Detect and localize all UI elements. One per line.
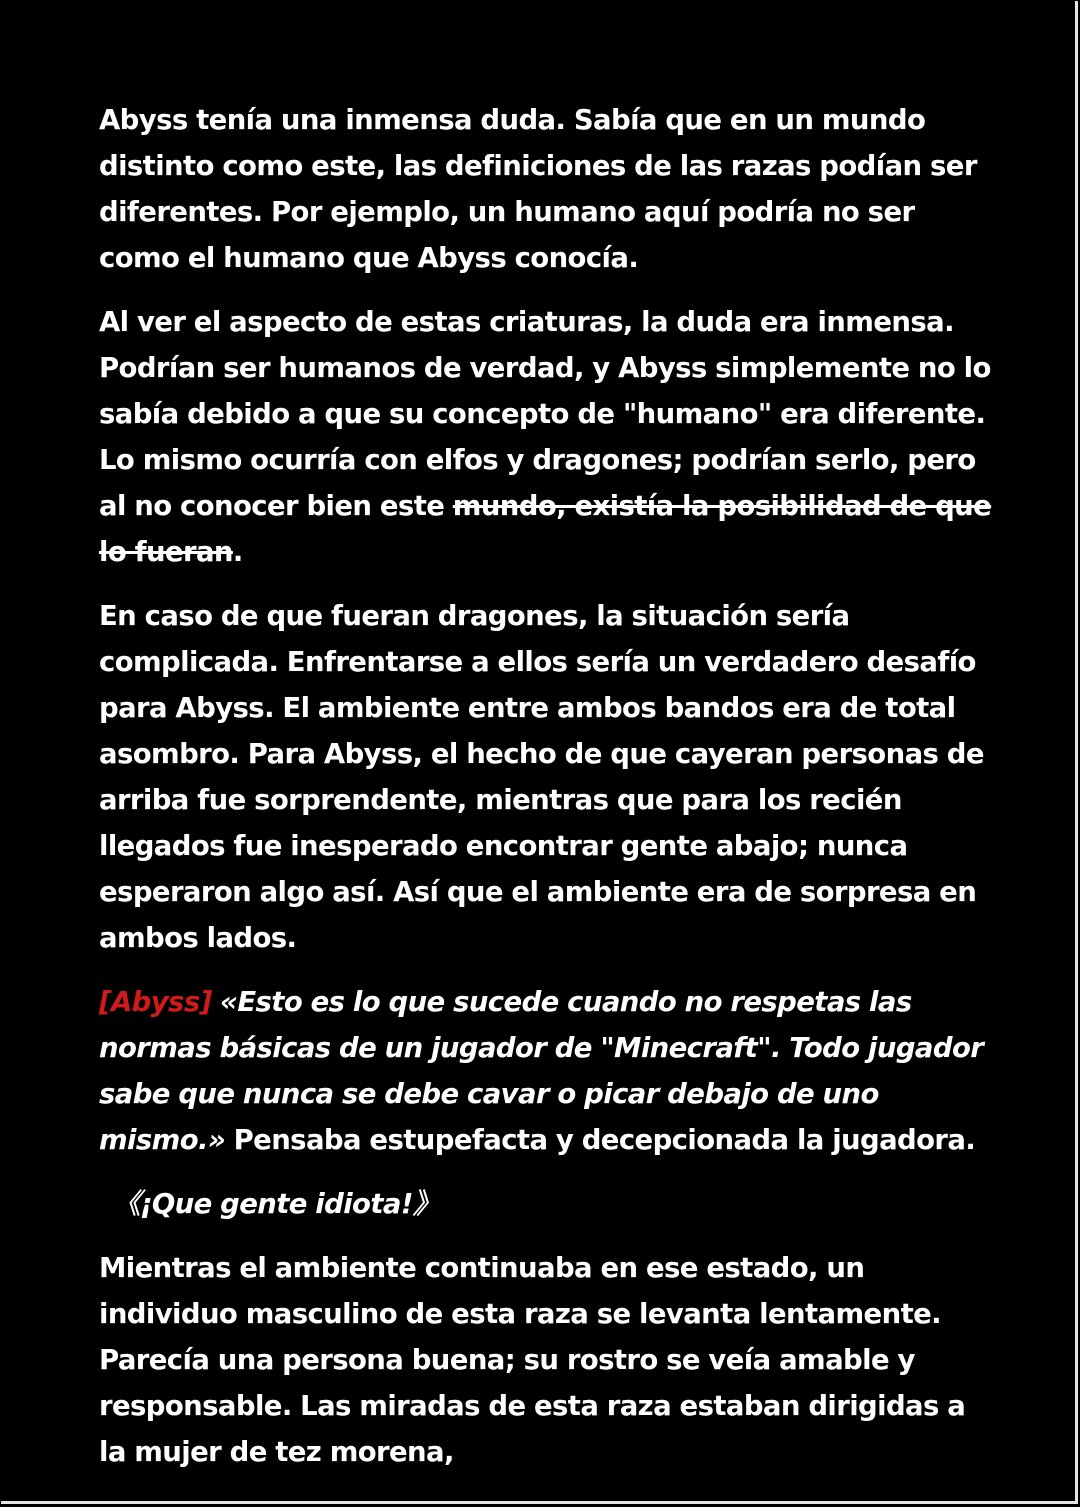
speaker-tag: [Abyss] <box>99 986 212 1018</box>
document-page <box>1 1 1078 1504</box>
strikethrough-text: mundo, existía la posibilidad de que lo fueran <box>99 490 992 568</box>
paragraph-2-end: . <box>232 536 243 568</box>
exclamation-line: 《¡Que gente idiota!》 <box>113 1188 440 1220</box>
paragraph-6: Mientras el ambiente continuaba en ese estado, un individuo masculino de esta raza se levanta lentamente. Parecía una persona buena; su rostro se veía amable y responsable. Las miradas de esta raza estaban dirigidas a la mujer de tez morena, <box>99 1252 966 1468</box>
thought-quote: «Esto es lo que sucede cuando no respetas las normas básicas de un jugador de "Minecraft". Todo jugador sabe que nunca se debe cavar o picar debajo de uno mismo.» <box>99 986 984 1156</box>
paragraph-1: Abyss tenía una inmensa duda. Sabía que en un mundo distinto como este, las definiciones de las razas podían ser diferentes. Por ejemplo, un humano aquí podría no ser como el humano que Abyss conocía. <box>99 104 977 274</box>
paragraph-4 <box>99 979 999 1163</box>
paragraph-2 <box>99 299 999 575</box>
narration-text: Pensaba estupefacta y decepcionada la jugadora. <box>225 1124 976 1156</box>
paragraph-2-text: Al ver el aspecto de estas criaturas, la duda era inmensa. Podrían ser humanos de verdad, y Abyss simplemente no lo sabía debido a que su concepto de "humano" era diferente. Lo mismo ocurría con elfos y dragones; podrían serlo, pero al no conocer bien este <box>99 306 991 522</box>
story-text <box>99 97 999 1493</box>
paragraph-3: En caso de que fueran dragones, la situación sería complicada. Enfrentarse a ellos sería un verdadero desafío para Abyss. El ambiente entre ambos bandos era de total asombro. Para Abyss, el hecho de que cayeran personas de arriba fue sorprendente, mientras que para los recién llegados fue inesperado encontrar gente abajo; nunca esperaron algo así. Así que el ambiente era de sorpresa en ambos lados. <box>99 600 984 954</box>
